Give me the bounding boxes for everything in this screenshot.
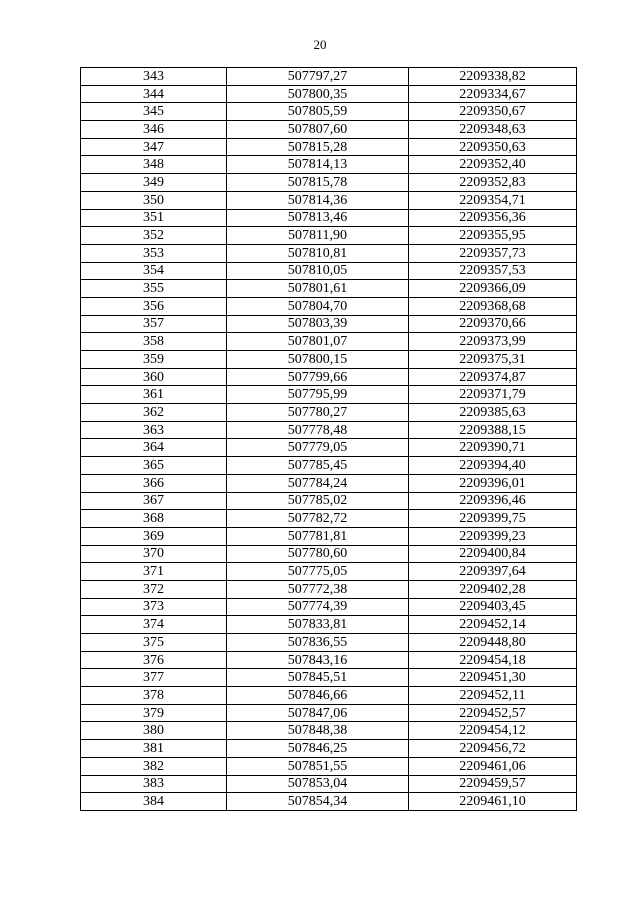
table-row	[81, 757, 577, 775]
y-coordinate-cell: 2209403,45	[409, 598, 577, 616]
table-row	[81, 704, 577, 722]
x-coordinate-cell: 507853,04	[227, 775, 409, 793]
page-number: 20	[313, 37, 327, 52]
point-number-cell: 373	[81, 598, 227, 616]
table-row	[81, 740, 577, 758]
y-coordinate-cell: 2209399,75	[409, 510, 577, 528]
x-coordinate-cell: 507833,81	[227, 616, 409, 634]
point-number-cell: 348	[81, 156, 227, 174]
y-coordinate-cell: 2209459,57	[409, 775, 577, 793]
table-row	[81, 121, 577, 139]
x-coordinate-cell: 507803,39	[227, 315, 409, 333]
table-row	[81, 315, 577, 333]
point-number-cell: 363	[81, 421, 227, 439]
point-number-cell: 359	[81, 351, 227, 369]
point-number-cell: 367	[81, 492, 227, 510]
y-coordinate-cell: 2209370,66	[409, 315, 577, 333]
y-coordinate-cell: 2209454,18	[409, 651, 577, 669]
x-coordinate-cell: 507845,51	[227, 669, 409, 687]
table-row	[81, 580, 577, 598]
table-row	[81, 563, 577, 581]
y-coordinate-cell: 2209452,11	[409, 687, 577, 705]
table-row	[81, 209, 577, 227]
y-coordinate-cell: 2209396,46	[409, 492, 577, 510]
table-row	[81, 598, 577, 616]
table-row	[81, 687, 577, 705]
x-coordinate-cell: 507772,38	[227, 580, 409, 598]
y-coordinate-cell: 2209461,06	[409, 757, 577, 775]
y-coordinate-cell: 2209352,40	[409, 156, 577, 174]
point-number-cell: 344	[81, 85, 227, 103]
point-number-cell: 346	[81, 121, 227, 139]
point-number-cell: 362	[81, 404, 227, 422]
x-coordinate-cell: 507778,48	[227, 421, 409, 439]
table-row	[81, 421, 577, 439]
point-number-cell: 372	[81, 580, 227, 598]
x-coordinate-cell: 507805,59	[227, 103, 409, 121]
table-row	[81, 103, 577, 121]
x-coordinate-cell: 507836,55	[227, 634, 409, 652]
y-coordinate-cell: 2209350,67	[409, 103, 577, 121]
y-coordinate-cell: 2209454,12	[409, 722, 577, 740]
point-number-cell: 364	[81, 439, 227, 457]
y-coordinate-cell: 2209374,87	[409, 368, 577, 386]
point-number-cell: 347	[81, 138, 227, 156]
table-row	[81, 333, 577, 351]
table-row	[81, 227, 577, 245]
point-number-cell: 354	[81, 262, 227, 280]
x-coordinate-cell: 507800,15	[227, 351, 409, 369]
point-number-cell: 358	[81, 333, 227, 351]
x-coordinate-cell: 507800,35	[227, 85, 409, 103]
table-row	[81, 68, 577, 86]
x-coordinate-cell: 507848,38	[227, 722, 409, 740]
table-row	[81, 474, 577, 492]
point-number-cell: 365	[81, 457, 227, 475]
x-coordinate-cell: 507814,36	[227, 191, 409, 209]
y-coordinate-cell: 2209368,68	[409, 297, 577, 315]
y-coordinate-cell: 2209366,09	[409, 280, 577, 298]
point-number-cell: 375	[81, 634, 227, 652]
coordinates-table-body	[81, 68, 577, 811]
point-number-cell: 352	[81, 227, 227, 245]
table-row	[81, 510, 577, 528]
table-row	[81, 280, 577, 298]
point-number-cell: 371	[81, 563, 227, 581]
x-coordinate-cell: 507847,06	[227, 704, 409, 722]
x-coordinate-cell: 507810,81	[227, 244, 409, 262]
x-coordinate-cell: 507851,55	[227, 757, 409, 775]
point-number-cell: 378	[81, 687, 227, 705]
point-number-cell: 376	[81, 651, 227, 669]
x-coordinate-cell: 507785,45	[227, 457, 409, 475]
x-coordinate-cell: 507846,66	[227, 687, 409, 705]
point-number-cell: 360	[81, 368, 227, 386]
y-coordinate-cell: 2209452,57	[409, 704, 577, 722]
table-row	[81, 439, 577, 457]
x-coordinate-cell: 507797,27	[227, 68, 409, 86]
y-coordinate-cell: 2209397,64	[409, 563, 577, 581]
y-coordinate-cell: 2209394,40	[409, 457, 577, 475]
point-number-cell: 380	[81, 722, 227, 740]
table-row	[81, 492, 577, 510]
y-coordinate-cell: 2209461,10	[409, 793, 577, 811]
table-row	[81, 262, 577, 280]
coordinates-table	[80, 67, 577, 811]
table-row	[81, 368, 577, 386]
table-row	[81, 174, 577, 192]
y-coordinate-cell: 2209352,83	[409, 174, 577, 192]
point-number-cell: 353	[81, 244, 227, 262]
point-number-cell: 355	[81, 280, 227, 298]
y-coordinate-cell: 2209357,53	[409, 262, 577, 280]
x-coordinate-cell: 507813,46	[227, 209, 409, 227]
point-number-cell: 343	[81, 68, 227, 86]
y-coordinate-cell: 2209448,80	[409, 634, 577, 652]
x-coordinate-cell: 507784,24	[227, 474, 409, 492]
point-number-cell: 374	[81, 616, 227, 634]
y-coordinate-cell: 2209348,63	[409, 121, 577, 139]
y-coordinate-cell: 2209354,71	[409, 191, 577, 209]
table-row	[81, 191, 577, 209]
x-coordinate-cell: 507799,66	[227, 368, 409, 386]
table-row	[81, 156, 577, 174]
x-coordinate-cell: 507779,05	[227, 439, 409, 457]
table-row	[81, 634, 577, 652]
x-coordinate-cell: 507843,16	[227, 651, 409, 669]
table-row	[81, 669, 577, 687]
y-coordinate-cell: 2209451,30	[409, 669, 577, 687]
point-number-cell: 351	[81, 209, 227, 227]
x-coordinate-cell: 507801,61	[227, 280, 409, 298]
y-coordinate-cell: 2209402,28	[409, 580, 577, 598]
point-number-cell: 368	[81, 510, 227, 528]
table-row	[81, 527, 577, 545]
y-coordinate-cell: 2209400,84	[409, 545, 577, 563]
table-row	[81, 793, 577, 811]
y-coordinate-cell: 2209452,14	[409, 616, 577, 634]
x-coordinate-cell: 507814,13	[227, 156, 409, 174]
table-row	[81, 85, 577, 103]
x-coordinate-cell: 507804,70	[227, 297, 409, 315]
table-row	[81, 616, 577, 634]
y-coordinate-cell: 2209385,63	[409, 404, 577, 422]
y-coordinate-cell: 2209456,72	[409, 740, 577, 758]
point-number-cell: 383	[81, 775, 227, 793]
table-row	[81, 351, 577, 369]
point-number-cell: 379	[81, 704, 227, 722]
table-row	[81, 386, 577, 404]
table-row	[81, 651, 577, 669]
x-coordinate-cell: 507801,07	[227, 333, 409, 351]
point-number-cell: 345	[81, 103, 227, 121]
table-row	[81, 722, 577, 740]
x-coordinate-cell: 507782,72	[227, 510, 409, 528]
x-coordinate-cell: 507810,05	[227, 262, 409, 280]
point-number-cell: 381	[81, 740, 227, 758]
x-coordinate-cell: 507811,90	[227, 227, 409, 245]
x-coordinate-cell: 507785,02	[227, 492, 409, 510]
table-row	[81, 775, 577, 793]
x-coordinate-cell: 507774,39	[227, 598, 409, 616]
y-coordinate-cell: 2209357,73	[409, 244, 577, 262]
table-row	[81, 545, 577, 563]
point-number-cell: 382	[81, 757, 227, 775]
table-row	[81, 138, 577, 156]
table-row	[81, 244, 577, 262]
y-coordinate-cell: 2209375,31	[409, 351, 577, 369]
point-number-cell: 366	[81, 474, 227, 492]
x-coordinate-cell: 507815,28	[227, 138, 409, 156]
table-row	[81, 404, 577, 422]
x-coordinate-cell: 507846,25	[227, 740, 409, 758]
x-coordinate-cell: 507781,81	[227, 527, 409, 545]
x-coordinate-cell: 507795,99	[227, 386, 409, 404]
x-coordinate-cell: 507780,27	[227, 404, 409, 422]
y-coordinate-cell: 2209355,95	[409, 227, 577, 245]
y-coordinate-cell: 2209371,79	[409, 386, 577, 404]
y-coordinate-cell: 2209350,63	[409, 138, 577, 156]
point-number-cell: 384	[81, 793, 227, 811]
y-coordinate-cell: 2209334,67	[409, 85, 577, 103]
x-coordinate-cell: 507815,78	[227, 174, 409, 192]
y-coordinate-cell: 2209390,71	[409, 439, 577, 457]
y-coordinate-cell: 2209396,01	[409, 474, 577, 492]
table-row	[81, 457, 577, 475]
x-coordinate-cell: 507854,34	[227, 793, 409, 811]
point-number-cell: 356	[81, 297, 227, 315]
y-coordinate-cell: 2209338,82	[409, 68, 577, 86]
point-number-cell: 350	[81, 191, 227, 209]
x-coordinate-cell: 507807,60	[227, 121, 409, 139]
y-coordinate-cell: 2209356,36	[409, 209, 577, 227]
y-coordinate-cell: 2209388,15	[409, 421, 577, 439]
point-number-cell: 357	[81, 315, 227, 333]
point-number-cell: 370	[81, 545, 227, 563]
x-coordinate-cell: 507775,05	[227, 563, 409, 581]
point-number-cell: 369	[81, 527, 227, 545]
y-coordinate-cell: 2209373,99	[409, 333, 577, 351]
point-number-cell: 361	[81, 386, 227, 404]
y-coordinate-cell: 2209399,23	[409, 527, 577, 545]
point-number-cell: 349	[81, 174, 227, 192]
point-number-cell: 377	[81, 669, 227, 687]
table-row	[81, 297, 577, 315]
x-coordinate-cell: 507780,60	[227, 545, 409, 563]
